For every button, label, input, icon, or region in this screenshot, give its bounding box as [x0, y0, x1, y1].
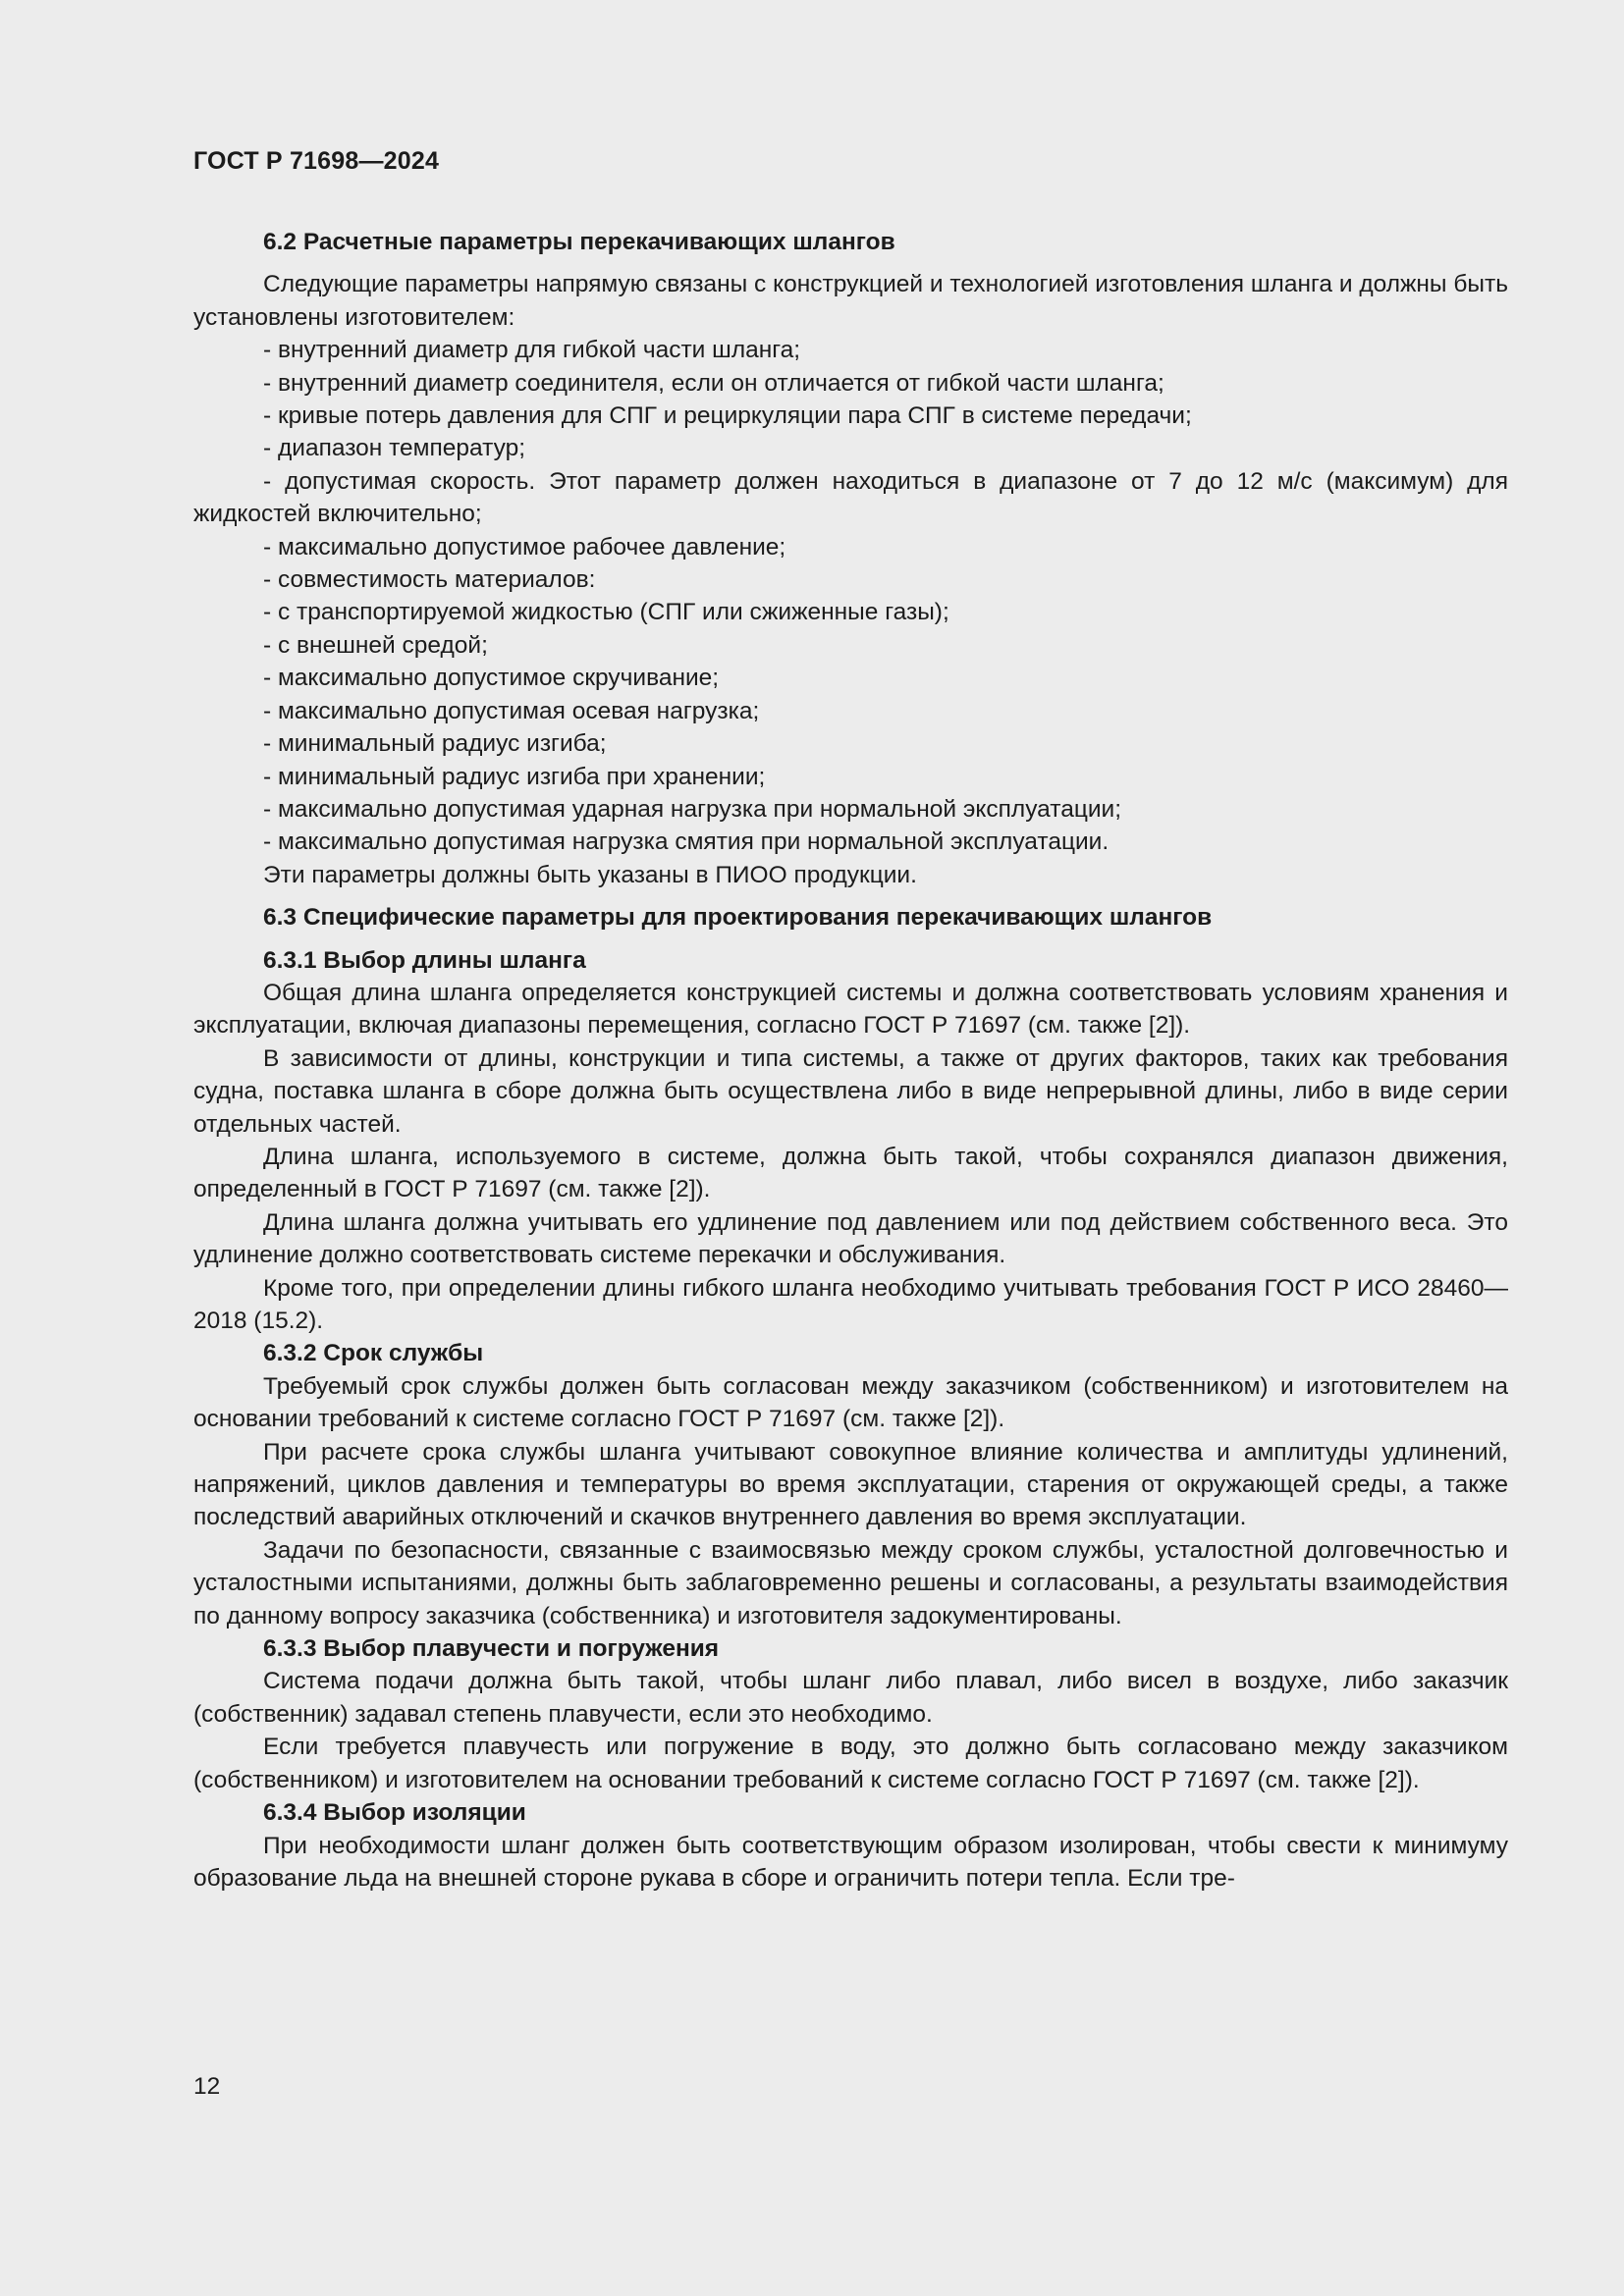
list-item: - минимальный радиус изгиба; [263, 730, 607, 758]
list-item: - максимально допустимая ударная нагрузка при нормальной эксплуатации; [263, 795, 1122, 823]
subsection-heading-6-3-1: 6.3.1 Выбор длины шланга [263, 946, 586, 974]
list-item: - максимально допустимое рабочее давление; [263, 533, 786, 561]
list-item: - минимальный радиус изгиба при хранении; [263, 763, 766, 790]
list-item: - максимально допустимая нагрузка смятия при нормальной эксплуатации. [263, 828, 1110, 856]
paragraph: Общая длина шланга определяется конструкцией системы и должна соответствовать условиям хранения и эксплуатации, включая диапазоны перемещения, согласно ГОСТ Р 71697 (см. также [2]). [193, 979, 1508, 1040]
paragraph: Требуемый срок службы должен быть согласован между заказчиком (собственником) и изготовителем на основании требований к системе согласно ГОСТ Р 71697 (см. также [2]). [193, 1372, 1508, 1433]
paragraph: В зависимости от длины, конструкции и типа системы, а также от других факторов, таких как требования судна, поставка шланга в сборе должна быть осуществлена либо в виде непрерывной длины, либо в виде серии отдельных частей. [193, 1044, 1508, 1138]
subsection-heading-6-3-3: 6.3.3 Выбор плавучести и погружения [263, 1635, 720, 1663]
page-number: 12 [193, 2073, 221, 2100]
paragraph: Следующие параметры напрямую связаны с конструкцией и технологией изготовления шланга и должны быть установлены изготовителем: [193, 271, 1508, 331]
paragraph: Кроме того, при определении длины гибкого шланга необходимо учитывать требования ГОСТ Р ИСО 28460—2018 (15.2). [193, 1274, 1508, 1334]
list-item: - внутренний диаметр для гибкой части шланга; [263, 337, 801, 364]
paragraph: Задачи по безопасности, связанные с взаимосвязью между сроком службы, усталостной долговечностью и усталостными испытаниями, должны быть заблаговременно решены и согласованы, а результаты взаимодействия по данному вопросу заказчика (собственника) и изготовителя задокументированы. [193, 1536, 1508, 1629]
document-header: ГОСТ Р 71698—2024 [193, 147, 440, 175]
section-heading-6-2: 6.2 Расчетные параметры перекачивающих шлангов [263, 229, 895, 255]
list-item: - с внешней средой; [263, 631, 488, 659]
paragraph: При расчете срока службы шланга учитывают совокупное влияние количества и амплитуды удлинений, напряжений, циклов давления и температуры во время эксплуатации, старения от окружающей среды, а также последствий аварийных отключений и скачков внутреннего давления во время эксплуатации. [193, 1438, 1508, 1531]
list-item: - внутренний диаметр соединителя, если он отличается от гибкой части шланга; [263, 369, 1164, 397]
subsection-heading-6-3-2: 6.3.2 Срок службы [263, 1340, 484, 1367]
paragraph: При необходимости шланг должен быть соответствующим образом изолирован, чтобы свести к минимуму образование льда на внешней стороне рукава в сборе и ограничить потери тепла. Если тре- [193, 1832, 1508, 1892]
list-item: - допустимая скорость. Этот параметр должен находиться в диапазоне от 7 до 12 м/с (максимум) для жидкостей включительно; [193, 467, 1508, 528]
subsection-heading-6-3-4: 6.3.4 Выбор изоляции [263, 1799, 526, 1827]
list-item: - кривые потерь давления для СПГ и рециркуляции пара СПГ в системе передачи; [263, 402, 1192, 430]
page-content [193, 226, 1508, 1895]
paragraph: Длина шланга должна учитывать его удлинение под давлением или под действием собственного веса. Это удлинение должно соответствовать системе перекачки и обслуживания. [193, 1208, 1508, 1269]
paragraph: Система подачи должна быть такой, чтобы шланг либо плавал, либо висел в воздухе, либо заказчик (собственник) задавал степень плавучести, если это необходимо. [193, 1668, 1508, 1728]
list-item: - диапазон температур; [263, 435, 526, 462]
list-item: - совместимость материалов: [263, 566, 596, 594]
paragraph: Если требуется плавучесть или погружение в воду, это должно быть согласовано между заказчиком (собственником) и изготовителем на основании требований к системе согласно ГОСТ Р 71697 (см. также [2]). [193, 1734, 1508, 1793]
paragraph: Эти параметры должны быть указаны в ПИОО продукции. [263, 861, 917, 888]
paragraph: Длина шланга, используемого в системе, должна быть такой, чтобы сохранялся диапазон движения, определенный в ГОСТ Р 71697 (см. также [2]). [193, 1143, 1508, 1203]
list-item: - с транспортируемой жидкостью (СПГ или сжиженные газы); [263, 599, 949, 626]
list-item: - максимально допустимое скручивание; [263, 665, 720, 692]
section-heading-6-3: 6.3 Специфические параметры для проектирования перекачивающих шлангов [263, 904, 1213, 932]
list-item: - максимально допустимая осевая нагрузка; [263, 697, 760, 724]
